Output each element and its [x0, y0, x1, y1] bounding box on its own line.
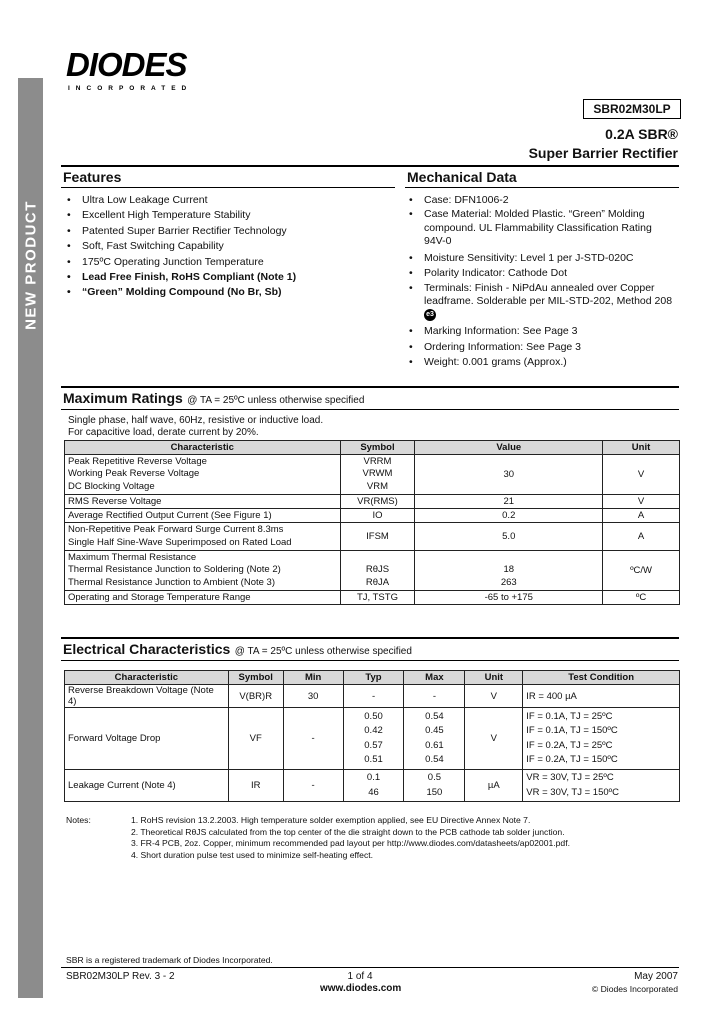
mechanical-heading: Mechanical Data: [407, 169, 517, 185]
col-header: Symbol: [340, 441, 415, 455]
col-header: Characteristic: [65, 671, 229, 685]
table-row: Operating and Storage Temperature Range TJ, TSTG -65 to +175 ºC: [65, 591, 680, 605]
note-item: 4. Short duration pulse test used to minimize self-heating effect.: [131, 849, 374, 860]
table-row: RMS Reverse Voltage VR(RMS) 21 V: [65, 495, 680, 509]
electrical-condition: @ TA = 25ºC unless otherwise specified: [234, 646, 412, 657]
footer-url-link[interactable]: www.diodes.com: [320, 983, 402, 994]
trademark-note: SBR is a registered trademark of Diodes Incorporated.: [66, 955, 273, 965]
electrical-header: [63, 641, 412, 659]
max-ratings-intro2: For capacitive load, derate current by 20%.: [68, 427, 259, 438]
mechanical-item: • Case Material: Molded Plastic. “Green” Molding compound. UL Flammability Classification Rating 94V-0: [403, 208, 673, 251]
max-ratings-table: [64, 440, 680, 605]
col-header: Unit: [465, 671, 523, 685]
features-rule: [61, 187, 395, 188]
mechanical-rule: [405, 187, 679, 188]
features-heading: Features: [63, 169, 122, 185]
max-ratings-condition: @ TA = 25ºC unless otherwise specified: [187, 395, 365, 406]
footer-date: May 2007: [634, 971, 678, 982]
sidebar-label: NEW PRODUCT: [22, 200, 39, 330]
feature-item: • 175ºC Operating Junction Temperature: [61, 255, 391, 270]
mechanical-item: • Case: DFN1006-2: [403, 193, 673, 208]
col-header: Symbol: [228, 671, 283, 685]
note-item: 1. RoHS revision 13.2.2003. High temperature solder exemption applied, see EU Directive Annex Note 7.: [131, 815, 531, 825]
electrical-heading: Electrical Characteristics: [63, 641, 231, 657]
features-list: [61, 193, 391, 301]
mechanical-item: • Moisture Sensitivity: Level 1 per J-STD-020C: [403, 251, 673, 266]
mechanical-item: • Ordering Information: See Page 3: [403, 340, 673, 355]
col-header: Max: [404, 671, 465, 685]
notes-label: Notes:: [66, 815, 91, 825]
table-header-row: [65, 671, 680, 685]
table-row: Non-Repetitive Peak Forward Surge Current 8.3ms Single Half Sine-Wave Superimposed on Rated Load IFSM 5.0 A: [65, 523, 680, 551]
feature-item: • Ultra Low Leakage Current: [61, 193, 391, 208]
mechanical-item: • Polarity Indicator: Cathode Dot: [403, 266, 673, 281]
max-ratings-header: [63, 390, 364, 408]
col-header: Unit: [603, 441, 680, 455]
table-row: Peak Repetitive Reverse Voltage Working Peak Reverse Voltage DC Blocking Voltage VRRM VRWM VRM 30 V: [65, 455, 680, 495]
mechanical-list: [403, 193, 673, 370]
footer-copyright: © Diodes Incorporated: [591, 984, 678, 994]
col-header: Typ: [343, 671, 404, 685]
col-header: Min: [283, 671, 343, 685]
feature-item: • Excellent High Temperature Stability: [61, 208, 391, 223]
footer-doc-id: SBR02M30LP Rev. 3 - 2: [66, 971, 175, 982]
part-number-box: SBR02M30LP: [583, 99, 681, 119]
col-header: Value: [415, 441, 603, 455]
max-ratings-heading: Maximum Ratings: [63, 390, 183, 406]
electrical-subrule: [61, 660, 679, 661]
footer-rule: [61, 967, 679, 968]
table-row: Maximum Thermal Resistance Thermal Resistance Junction to Soldering (Note 2) Thermal Resistance Junction to Ambient (Note 3) RθJS RθJA 18 263 ºC/W: [65, 551, 680, 591]
max-ratings-rule: [61, 386, 679, 388]
max-ratings-intro1: Single phase, half wave, 60Hz, resistive or inductive load.: [68, 415, 324, 426]
mechanical-item: • Terminals: Finish - NiPdAu annealed over Copper leadframe. Solderable per MIL-STD-202, Method 208 e3: [403, 282, 673, 325]
col-header: Characteristic: [65, 441, 341, 455]
table-row: Average Rectified Output Current (See Figure 1) IO 0.2 A: [65, 509, 680, 523]
footer-page: 1 of 4: [347, 971, 373, 982]
electrical-rule: [61, 637, 679, 639]
top-rule: [61, 165, 679, 167]
e3-lead-free-icon: e3: [424, 309, 436, 321]
feature-item: • Patented Super Barrier Rectifier Technology: [61, 224, 391, 239]
table-row: Leakage Current (Note 4) IR - 0.1 46 0.5 150 µA VR = 30V, TJ = 25ºC VR = 30V, TJ = 150ºC: [65, 770, 680, 802]
diodes-logo: DIODES: [66, 46, 187, 83]
mechanical-item: • Marking Information: See Page 3: [403, 324, 673, 339]
feature-item: • Soft, Fast Switching Capability: [61, 239, 391, 254]
note-item: 2. Theoretical RθJS calculated from the top center of the die straight down to the PCB cathode tab solder junction.: [131, 826, 565, 837]
feature-item: • Lead Free Finish, RoHS Compliant (Note 1): [61, 270, 391, 285]
title-line1: 0.2A SBR®: [605, 126, 678, 142]
feature-item: • “Green” Molding Compound (No Br, Sb): [61, 285, 391, 300]
notes-list: [131, 815, 671, 861]
table-row: Forward Voltage Drop VF - 0.50 0.42 0.57 0.51 0.54 0.45 0.61 0.54 V IF = 0.1A, TJ = 25ºC IF = 0.1A, TJ = 150ºC IF = 0.2A, TJ = 25ºC IF = 0.2A, TJ = 150ºC: [65, 708, 680, 770]
electrical-table: [64, 670, 680, 802]
max-ratings-subrule: [61, 409, 679, 410]
note-item: 3. FR-4 PCB, 2oz. Copper, minimum recommended pad layout per http://www.diodes.com/datasheets/ap02001.pdf.: [131, 838, 570, 848]
col-header: Test Condition: [523, 671, 680, 685]
logo-subtitle: INCORPORATED: [68, 85, 193, 92]
mechanical-item: • Weight: 0.001 grams (Approx.): [403, 355, 673, 370]
table-row: Reverse Breakdown Voltage (Note 4) V(BR)R 30 - - V IR = 400 µA: [65, 685, 680, 708]
title-line2: Super Barrier Rectifier: [528, 145, 678, 161]
table-header-row: [65, 441, 680, 455]
